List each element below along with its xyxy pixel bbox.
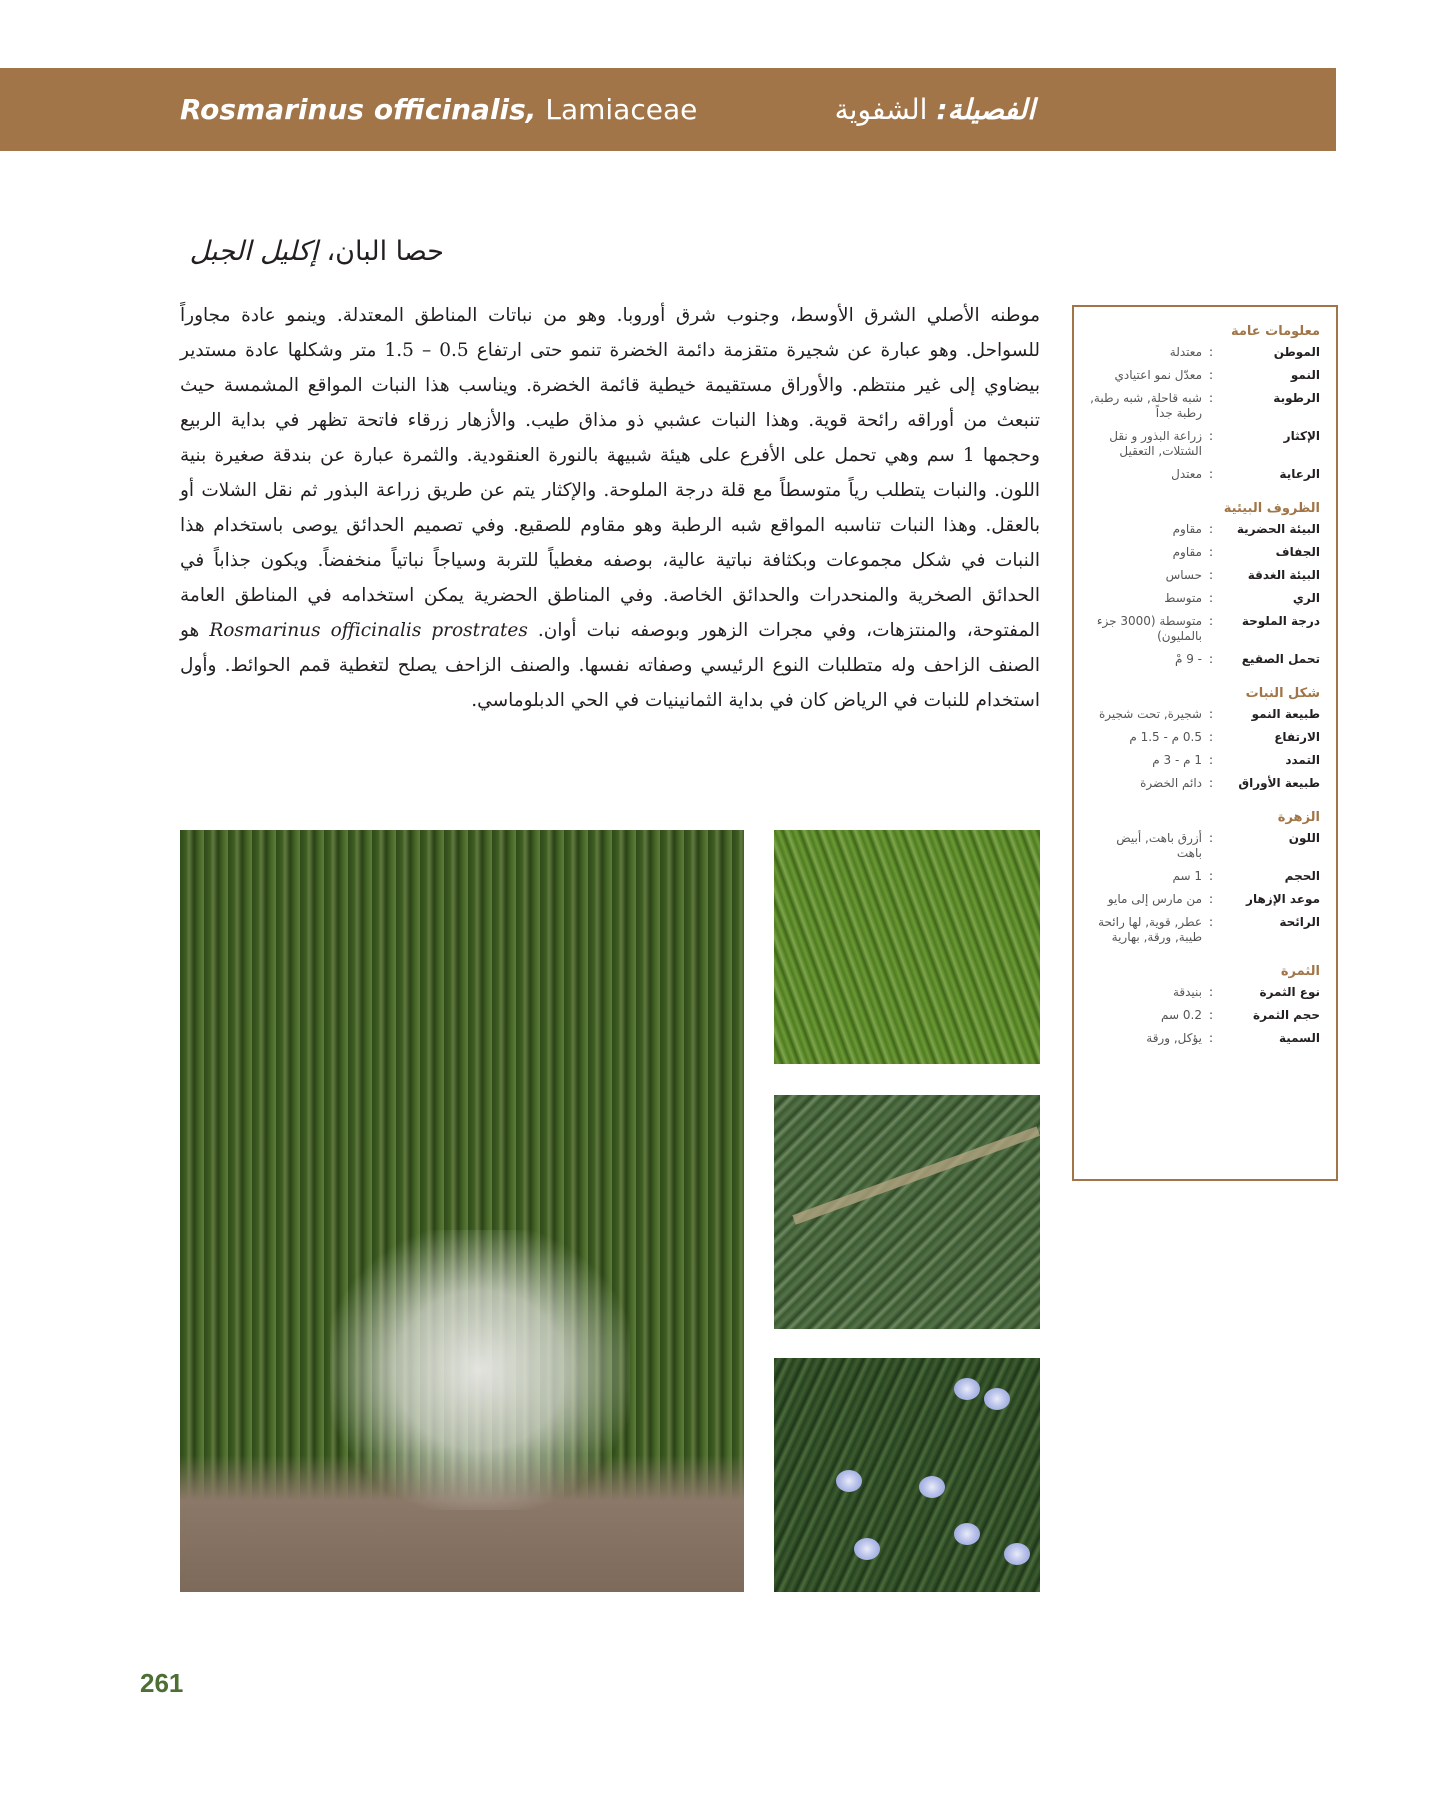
family-latin: Lamiaceae [545, 93, 698, 126]
info-separator: : [1208, 545, 1214, 559]
info-label: الحجم [1284, 869, 1320, 883]
info-separator: : [1208, 1008, 1214, 1022]
info-separator: : [1208, 522, 1214, 536]
info-value: زراعة البذور و نقل الشتلات, التعقيل [1109, 429, 1202, 458]
info-row [1084, 985, 1320, 1000]
info-section-fruit [1084, 963, 1320, 1046]
page-number: 261 [140, 1668, 184, 1698]
info-label: تحمل الصقيع [1241, 652, 1320, 666]
info-value: معتدلة [1169, 345, 1202, 359]
info-row [1084, 429, 1320, 459]
info-separator: : [1208, 915, 1214, 929]
info-value: 0.2 سم [1161, 1008, 1202, 1022]
photo-stem [792, 1126, 1040, 1224]
info-value: عطر, قوية, لها رائحة طيبة, ورقة, بهارية [1098, 915, 1202, 944]
description-part-1: موطنه الأصلي الشرق الأوسط، وجنوب شرق أوروبا. وهو من نباتات المناطق المعتدلة. وينمو عادة مجاوراً للسواحل. وهو عبارة عن شجيرة متقزمة دائمة الخضرة تنمو حتى ارتفاع 0.5 – 1.5 متر وشكلها عادة مستدير بيضاوي إلى غير منتظم. والأوراق مستقيمة خيطية قائمة الخضرة. ويناسب هذا النبات المواقع المشمسة حيث تنبعث من أوراقه رائحة قوية. وهذا النبات عشبي ذو مذاق طيب. والأزهار زرقاء فاتحة تظهر في بداية الربيع وحجمها 1 سم وهي تحمل على الأفرع على هيئة شبيهة بالنورة العنقودية. والثمرة عبارة عن بندقة صغيرة بنية اللون. والنبات يتطلب رياً متوسطاً مع قلة درجة الملوحة. والإكثار يتم عن طريق زراعة البذور ثم نقل الشلات أو بالعقل. وهذا النبات تناسبه المواقع شبه الرطبة وهو مقاوم للصقيع. وفي تصميم الحدائق يوصى باستخدام هذا النبات في شكل مجموعات وبكثافة نباتية عالية، بوصفه مغطياً للتربة وسياجاً نباتياً منخفضاً. ويكون جذاباً في الحدائق الصخرية والمنحدرات والحدائق الخاصة. وفي المناطق الحضرية يمكن استخدامه في المناطق العامة المفتوحة، والمنتزهات، وفي مجرات الزهور وبوصفه نبات أوان. [180, 305, 1040, 641]
info-row [1084, 753, 1320, 768]
info-separator: : [1208, 892, 1214, 906]
info-label: الرعاية [1279, 467, 1320, 481]
info-label: الارتفاع [1274, 730, 1320, 744]
info-separator: : [1208, 429, 1214, 443]
info-section-plant-form [1084, 685, 1320, 791]
photo-rosemary-leaves [774, 1095, 1040, 1329]
flower-blossom [954, 1378, 980, 1400]
info-row [1084, 591, 1320, 606]
info-value: متوسط [1164, 591, 1202, 605]
info-label: اللون [1288, 831, 1320, 845]
info-label: الجفاف [1275, 545, 1320, 559]
info-row [1084, 652, 1320, 667]
info-separator: : [1208, 753, 1214, 767]
info-row [1084, 1008, 1320, 1023]
photo-rosemary-flowers [774, 1358, 1040, 1592]
info-row [1084, 522, 1320, 537]
info-label: النمو [1290, 368, 1320, 382]
info-row [1084, 707, 1320, 722]
info-separator: : [1208, 730, 1214, 744]
info-value: حساس [1165, 568, 1202, 582]
info-separator: : [1208, 368, 1214, 382]
info-value: 1 م - 3 م [1152, 753, 1202, 767]
info-separator: : [1208, 776, 1214, 790]
flower-blossom [919, 1476, 945, 1498]
description-text [180, 298, 1040, 718]
info-label: التمدد [1285, 753, 1320, 767]
info-label: البيئة الحضرية [1236, 522, 1320, 536]
info-row [1084, 545, 1320, 560]
info-label: الري [1292, 591, 1320, 605]
info-value: - 9 مْ [1174, 652, 1202, 666]
info-value: 1 سم [1172, 869, 1202, 883]
family-label: الفصيلة: [936, 93, 1035, 126]
info-value: معتدل [1171, 467, 1202, 481]
info-row [1084, 368, 1320, 383]
info-label: السمية [1278, 1031, 1320, 1045]
photo-wall-highlight [330, 1230, 630, 1510]
info-value: معدّل نمو اعتيادي [1114, 368, 1202, 382]
info-row [1084, 1031, 1320, 1046]
flower-blossom [836, 1470, 862, 1492]
info-label: موعد الإزهار [1246, 892, 1320, 906]
info-section-environment [1084, 500, 1320, 667]
info-label: نوع الثمرة [1259, 985, 1320, 999]
info-separator: : [1208, 1031, 1214, 1045]
info-label: الرائحة [1279, 915, 1320, 929]
info-row [1084, 467, 1320, 482]
info-label: طبيعة النمو [1251, 707, 1320, 721]
info-row [1084, 730, 1320, 745]
section-title: الظروف البيئية [1223, 501, 1320, 516]
info-row [1084, 892, 1320, 907]
info-label: البيئة الغدقة [1247, 568, 1320, 582]
section-title: الزهرة [1277, 810, 1320, 825]
info-label: الرطوبة [1273, 391, 1320, 405]
info-row [1084, 391, 1320, 421]
info-value: متوسطة (3000 جزء بالمليون) [1096, 614, 1202, 643]
info-separator: : [1208, 614, 1214, 628]
info-label: درجة الملوحة [1241, 614, 1320, 628]
info-label: طبيعة الأوراق [1238, 776, 1320, 790]
info-label: الإكثار [1283, 429, 1320, 443]
info-label: الموطن [1273, 345, 1320, 359]
photo-cascading-rosemary [180, 830, 744, 1592]
info-label: حجم الثمرة [1253, 1008, 1320, 1022]
info-value: شبه قاحلة, شبه رطبة, رطبة جداً [1090, 391, 1202, 420]
info-row [1084, 869, 1320, 884]
flower-blossom [984, 1388, 1010, 1410]
info-separator: : [1208, 985, 1214, 999]
description-part-2: هو الصنف الزاحف وله متطلبات النوع الرئيسي وصفاته نفسها. والصنف الزاحف يصلح لتغطية قمم الحوائط. وأول استخدام للنبات في الرياض كان في بداية الثمانينيات في الحي الدبلوماسي. [180, 620, 1040, 711]
photo-rosemary-shrub [774, 830, 1040, 1064]
header-family-arabic [835, 90, 1035, 130]
flower-blossom [1004, 1543, 1030, 1565]
family-arabic: الشفوية [834, 93, 928, 126]
info-row [1084, 831, 1320, 861]
info-row [1084, 345, 1320, 360]
info-value: دائم الخضرة [1140, 776, 1202, 790]
info-row [1084, 776, 1320, 791]
info-row [1084, 614, 1320, 644]
plant-name-primary: حصا البان، [326, 236, 444, 267]
info-row [1084, 915, 1320, 945]
section-title: الثمرة [1280, 964, 1320, 979]
flower-blossom [954, 1523, 980, 1545]
info-value: أزرق باهت, أبيض باهت [1116, 831, 1202, 860]
plant-title [190, 232, 444, 272]
info-value: يؤكل, ورقة [1146, 1031, 1202, 1045]
plant-name-secondary: إكليل الجبل [189, 236, 318, 267]
section-title: معلومات عامة [1230, 324, 1320, 339]
header-scientific-name [180, 90, 697, 130]
cultivar-latin-name: Rosmarinus officinalis prostrates [209, 620, 528, 641]
info-value: بنيدقة [1172, 985, 1202, 999]
info-value: 0.5 م - 1.5 م [1129, 730, 1202, 744]
info-separator: : [1208, 831, 1214, 845]
info-value: مقاوم [1172, 545, 1202, 559]
info-row [1084, 568, 1320, 583]
info-box [1072, 305, 1338, 1181]
info-value: من مارس إلى مايو [1107, 892, 1202, 906]
info-value: مقاوم [1172, 522, 1202, 536]
scientific-name: Rosmarinus officinalis, [180, 93, 537, 126]
info-separator: : [1208, 591, 1214, 605]
info-section-flower [1084, 809, 1320, 945]
info-separator: : [1208, 345, 1214, 359]
info-separator: : [1208, 568, 1214, 582]
info-separator: : [1208, 391, 1214, 405]
info-value: شجيرة, تحت شجيرة [1099, 707, 1202, 721]
info-separator: : [1208, 707, 1214, 721]
info-section-general [1084, 323, 1320, 482]
flower-blossom [854, 1538, 880, 1560]
info-separator: : [1208, 467, 1214, 481]
section-title: شكل النبات [1245, 686, 1320, 701]
info-separator: : [1208, 652, 1214, 666]
info-separator: : [1208, 869, 1214, 883]
